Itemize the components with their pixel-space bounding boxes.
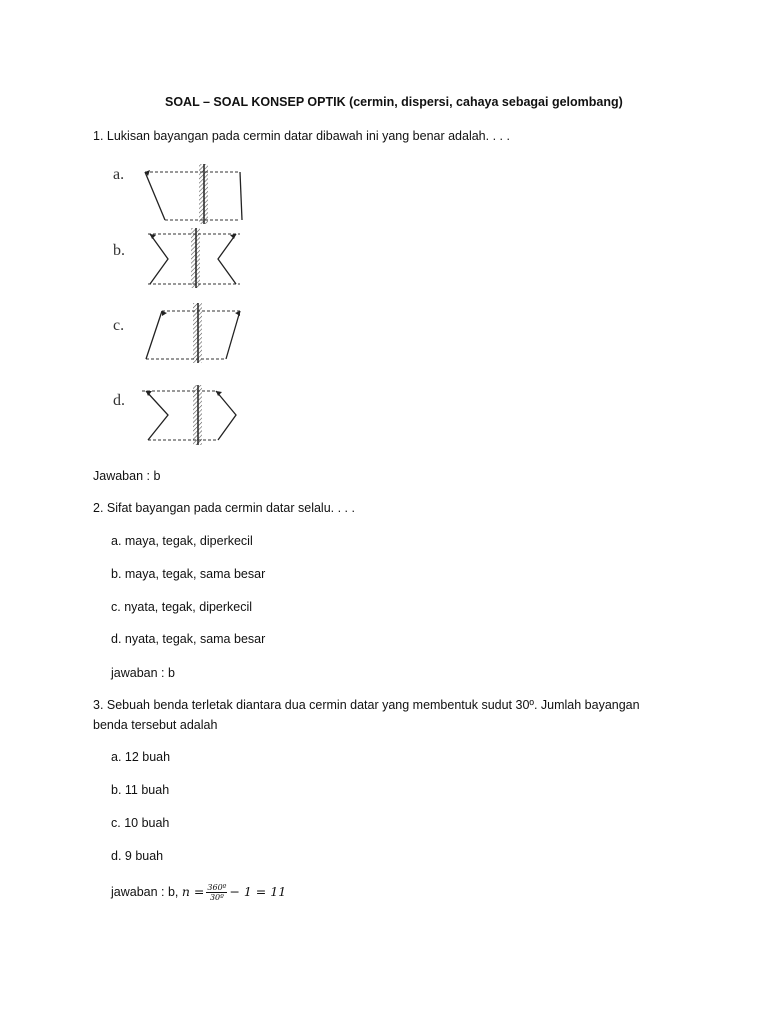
q2-option-b: b. maya, tegak, sama besar xyxy=(111,567,266,581)
page-title: SOAL – SOAL KONSEP OPTIK (cermin, dispersi, cahaya sebagai gelombang) xyxy=(165,95,623,109)
question-3-text-line2: benda tersebut adalah xyxy=(93,718,218,732)
q3-option-c: c. 10 buah xyxy=(111,816,170,830)
q3-option-d: d. 9 buah xyxy=(111,849,164,863)
q3-formula-numerator: 360º xyxy=(207,883,227,893)
q1-option-c-label: c. xyxy=(113,317,125,334)
q3-formula-lhs: n = xyxy=(181,884,205,899)
q3-formula-fraction xyxy=(206,883,227,902)
mirror-diagrams xyxy=(130,160,260,450)
question-2-answer: jawaban : b xyxy=(111,666,175,680)
question-1-text: 1. Lukisan bayangan pada cermin datar dibawah ini yang benar adalah. . . . xyxy=(93,129,510,143)
q3-answer-prefix: jawaban : b, xyxy=(111,885,179,899)
q3-formula-rhs: − 1 = 11 xyxy=(229,884,287,899)
q2-option-a: a. maya, tegak, diperkecil xyxy=(111,534,253,548)
diagram-a xyxy=(145,164,242,224)
question-2-text: 2. Sifat bayangan pada cermin datar selalu. . . . xyxy=(93,501,355,515)
q1-option-d-label: d. xyxy=(113,392,125,409)
q2-option-d: d. nyata, tegak, sama besar xyxy=(111,632,266,646)
diagram-c xyxy=(146,303,240,363)
diagram-d xyxy=(142,385,236,445)
q3-formula-denominator: 30º xyxy=(209,893,224,903)
q3-option-a: a. 12 buah xyxy=(111,750,171,764)
q2-option-c: c. nyata, tegak, diperkecil xyxy=(111,600,253,614)
diagram-b xyxy=(148,228,240,288)
question-3-answer xyxy=(111,880,286,904)
q1-option-b-label: b. xyxy=(113,242,125,259)
q3-option-b: b. 11 buah xyxy=(111,783,170,797)
q1-option-a-label: a. xyxy=(113,166,125,183)
question-3-text-line1: 3. Sebuah benda terletak diantara dua cermin datar yang membentuk sudut 30º. Jumlah bayangan xyxy=(93,698,640,712)
question-1-answer: Jawaban : b xyxy=(93,469,161,483)
